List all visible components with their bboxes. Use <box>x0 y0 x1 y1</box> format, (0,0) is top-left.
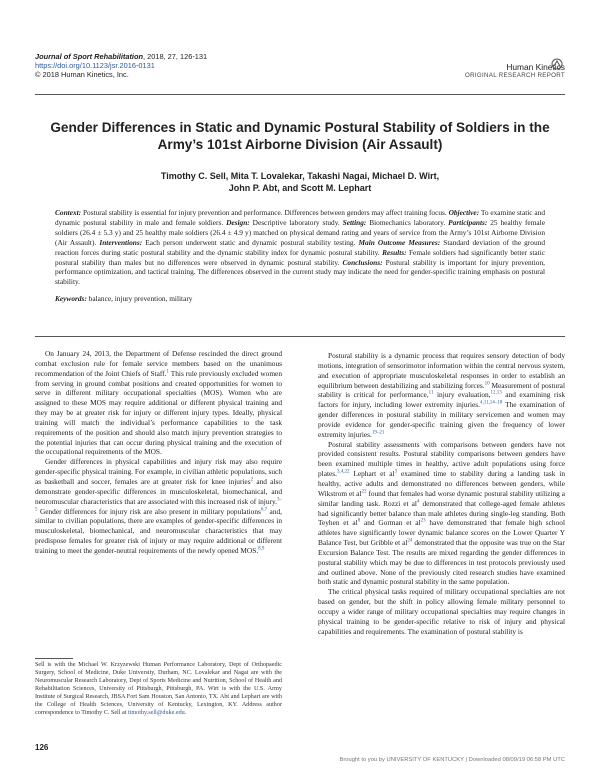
label-keywords: Keywords: <box>55 294 87 304</box>
citation-link[interactable]: 22 <box>361 489 367 495</box>
keywords <box>55 294 545 304</box>
human-kinetics-logo-icon <box>551 58 563 70</box>
label-participants: Participants: <box>448 217 488 227</box>
citation-link[interactable]: 4,11,14–18 <box>479 400 503 406</box>
download-notice: Brought to you by UNIVERSITY OF KENTUCKY | Downloaded 08/09/19 06:58 PM UTC <box>339 757 565 763</box>
text: Lephart et al <box>349 469 395 479</box>
citation-link[interactable]: 8 <box>357 518 361 524</box>
text: The examination of gender differences in postural stability in military servicemen and women may provide evidence for gender-specific training given the frequency of lower extremity injuries. <box>318 400 565 439</box>
label-design: Design: <box>226 217 250 227</box>
footnote-end: . <box>184 710 187 717</box>
label-setting: Setting: <box>342 217 367 227</box>
text: and Gorman et al <box>360 518 421 528</box>
right-column <box>318 351 565 636</box>
article-header <box>35 52 565 79</box>
abstract-objective: To examine static and dynamic postural stability in male and female soldiers. <box>55 208 545 227</box>
page-number: 126 <box>35 743 49 752</box>
text: Gender differences for injury risk are also present in military populations <box>37 506 261 516</box>
citation-link[interactable]: 4 <box>416 499 420 505</box>
abstract-setting: Biomechanics laboratory. <box>366 217 449 227</box>
footnote-rule <box>35 658 73 659</box>
text: Gender differences in physical capabilities and injury risk may also require gender-specific physical training. For example, in civilian athletic populations, such as basketball and soccer, females are at greater risk for knee injuries <box>35 457 282 486</box>
abstract-outcome: Standard deviation of the ground reaction forces during static postural stability and the dynamic stability index for dynamic postural stability. <box>55 237 545 257</box>
abstract-context: Postural stability is essential for injury prevention and performance. Differences between genders may affect training focus. <box>81 208 449 217</box>
label-objective: Objective: <box>448 208 480 217</box>
label-results: Results: <box>382 247 407 257</box>
abstract-conclusions: Postural stability is important for injury prevention, performance optimization, and tactical training. The differences observed in the current study may indicate the need for gender-specific training emphasis on postural stability. <box>55 257 545 287</box>
citation-link[interactable]: 19–21 <box>371 430 385 436</box>
abstract-results: Female soldiers had significantly better static postural stability than males but no differences were observed in dynamic postural stability. <box>55 247 545 267</box>
text: found that females had worse dynamic postural stability utilizing a similar landing task. Rozzi et al <box>318 488 565 508</box>
journal-citation: , 2018, 27, 126-131 <box>143 52 208 61</box>
abstract-rule <box>35 336 565 337</box>
text: Measurement of postural stability is critical for performance, <box>318 380 565 400</box>
author-list <box>60 170 540 194</box>
publisher-name: Human Kinetics <box>506 62 565 72</box>
citation-link[interactable]: 10 <box>484 381 490 387</box>
text: The critical physical tasks required of military occupational specialties are not based on gender, but the shift in policy allowing female military personnel to occupy a wider range of military occupational specialties may require changes in physical training to be gender-specific relative to risk of injury and physical capabilities and requirements. The examination of postural stability is <box>318 587 565 636</box>
paragraph <box>35 457 282 555</box>
text: and also demonstrate gender-specific differences in musculoskeletal, biomechanical, and neuromuscular characteristics that are associated with this increased risk of injury. <box>35 476 283 506</box>
abstract-design: Descriptive laboratory study. <box>249 217 343 227</box>
citation-link[interactable]: 3,4,22 <box>336 469 350 475</box>
label-interventions: Interventions: <box>99 237 143 247</box>
authors-line-2: John P. Abt, and Scott M. Lephart <box>228 183 372 193</box>
correspondence-email-link[interactable]: timothy.sell@duke.edu <box>127 710 185 717</box>
author-affiliations-footnote <box>35 661 282 717</box>
footnote-text: Sell is with the Michael W. Krzyzewski Human Performance Laboratory, Dept of Orthopaedic Surgery, School of Medicine, Duke University, Durham, NC. Lovalekar and Nagai are with the Neuromuscular Research Laboratory, Dept of Sports Medicine and Nutrition, School of Health and Rehabilitation Sciences, University of Pittsburgh, Pittsburgh, PA. Wirt is with the U.S. Army Institute of Surgical Research, JBSA Fort Sam Houston, San Antonio, TX. Abt and Lephart are with the College of Health Sciences, University of Kentucky, Lexington, KY. Address author correspondence to Timothy C. Sell at <box>35 662 282 717</box>
text: and, similar to civilian populations, there are examples of gender-specific differences in musculoskeletal, biomechanical, and neuromuscular characteristics that may predispose females for greater risk of injury or may require additional or different training to meet the gender-neutral requirements of the newly opened MOS. <box>35 506 282 555</box>
paragraph <box>35 349 282 457</box>
label-conclusions: Conclusions: <box>342 257 383 267</box>
paragraph <box>318 351 565 440</box>
citation-link[interactable]: 11 <box>428 390 434 396</box>
text: This rule previously excluded women from serving in ground combat positions and created opportunities for women to serve in different military occupational specialties (MOS). Women who are assigned to these MOS may require additional or different physical training and they may be at greater risk for injury or different injury types. Ideally, physical training will match the individual’s performance capabilities to the task requirements of the position and should also match injury prevention strategies to the potential injuries that can occur during physical training and the execution of the occupational requirements of the MOS. <box>35 368 282 457</box>
label-outcome: Main Outcome Measures: <box>358 237 441 247</box>
citation-link[interactable]: 3–5 <box>35 497 282 513</box>
citation-link[interactable]: 24 <box>407 538 413 544</box>
abstract-body <box>55 208 545 287</box>
text: examined time to stability during a landing task in healthy, active adults and demonstrated no differences between genders, while Wikstrom et al <box>318 469 565 498</box>
journal-title: Journal of Sport Rehabilitation <box>35 52 143 61</box>
text: have demonstrated that female high school athletes have significantly lower dynamic balance scores on the Lower Quarter Y Balance Test, but Gribble et al <box>318 518 565 548</box>
citation-link[interactable]: 8,9 <box>258 546 265 552</box>
citation-link[interactable]: 3 <box>394 469 398 475</box>
citation-link[interactable]: 23 <box>420 518 426 524</box>
left-column <box>35 349 282 556</box>
text: demonstrated that college-aged female athletes had significantly better balance than male athletes during single-leg standing. Both Teyhen et al <box>318 498 566 528</box>
text: On January 24, 2013, the Department of Defense rescinded the direct ground combat exclusion rule for female service members based on the unanimous recommendation of the Joint Chiefs of Staff. <box>35 349 282 378</box>
citation-link[interactable]: 12,13 <box>490 390 502 396</box>
citation-link[interactable]: 6,7 <box>260 507 268 513</box>
paragraph <box>318 440 565 588</box>
text: demonstrated that the opposite was true on the Star Excursion Balance Test. The results are mixed regarding the gender differences in postural stability which may be due to differences in test protocols previously used and outlined above. None of the previously cited research studies have examined both static and dynamic postural stability in the same population. <box>318 538 565 587</box>
citation-link[interactable]: 1 <box>166 369 169 375</box>
publisher-block <box>465 62 565 79</box>
paragraph <box>318 587 565 636</box>
citation-link[interactable]: 2 <box>250 477 254 483</box>
authors-line-1: Timothy C. Sell, Mita T. Lovalekar, Takashi Nagai, Michael D. Wirt, <box>160 171 440 181</box>
keywords-list: balance, injury prevention, military <box>86 294 193 304</box>
text: Postural stability assessments with comparisons between genders have not provided consistent results. Postural stability comparisons between genders have been examined multiple times in healthy, active adult populations using force plates. <box>318 439 565 479</box>
text: Postural stability is a dynamic process that requires sensory detection of body motions, integration of sensorimotor information within the central nervous system, and execution of appropriate musculoskeletal responses in order to establish an equilibrium between destabilizing and stabilizing forces. <box>318 351 565 390</box>
text: injury evaluation, <box>433 390 491 400</box>
copyright: © 2018 Human Kinetics, Inc. <box>35 70 129 79</box>
article-type: ORIGINAL RESEARCH REPORT <box>464 72 565 79</box>
label-context: Context: <box>55 208 82 217</box>
abstract <box>55 208 545 304</box>
abstract-participants: 25 healthy female soldiers (26.4 ± 5.3 y) and 25 healthy male soldiers (26.4 ± 4.9 y) matched on physical demand rating and years of service from the Army’s 101st Airborne Division (Air Assault). <box>55 217 545 247</box>
header-rule <box>35 94 565 95</box>
article-title: Gender Differences in Static and Dynamic Postural Stability of Soldiers in the Army’s 101st Airborne Division (Air Assault) <box>50 120 550 152</box>
abstract-interventions: Each person underwent static and dynamic postural stability testing. <box>142 237 359 247</box>
text: and examining risk factors for injury, including lower extremity injuries. <box>318 390 565 410</box>
doi-link[interactable]: https://doi.org/10.1123/jsr.2016-0131 <box>35 61 155 70</box>
